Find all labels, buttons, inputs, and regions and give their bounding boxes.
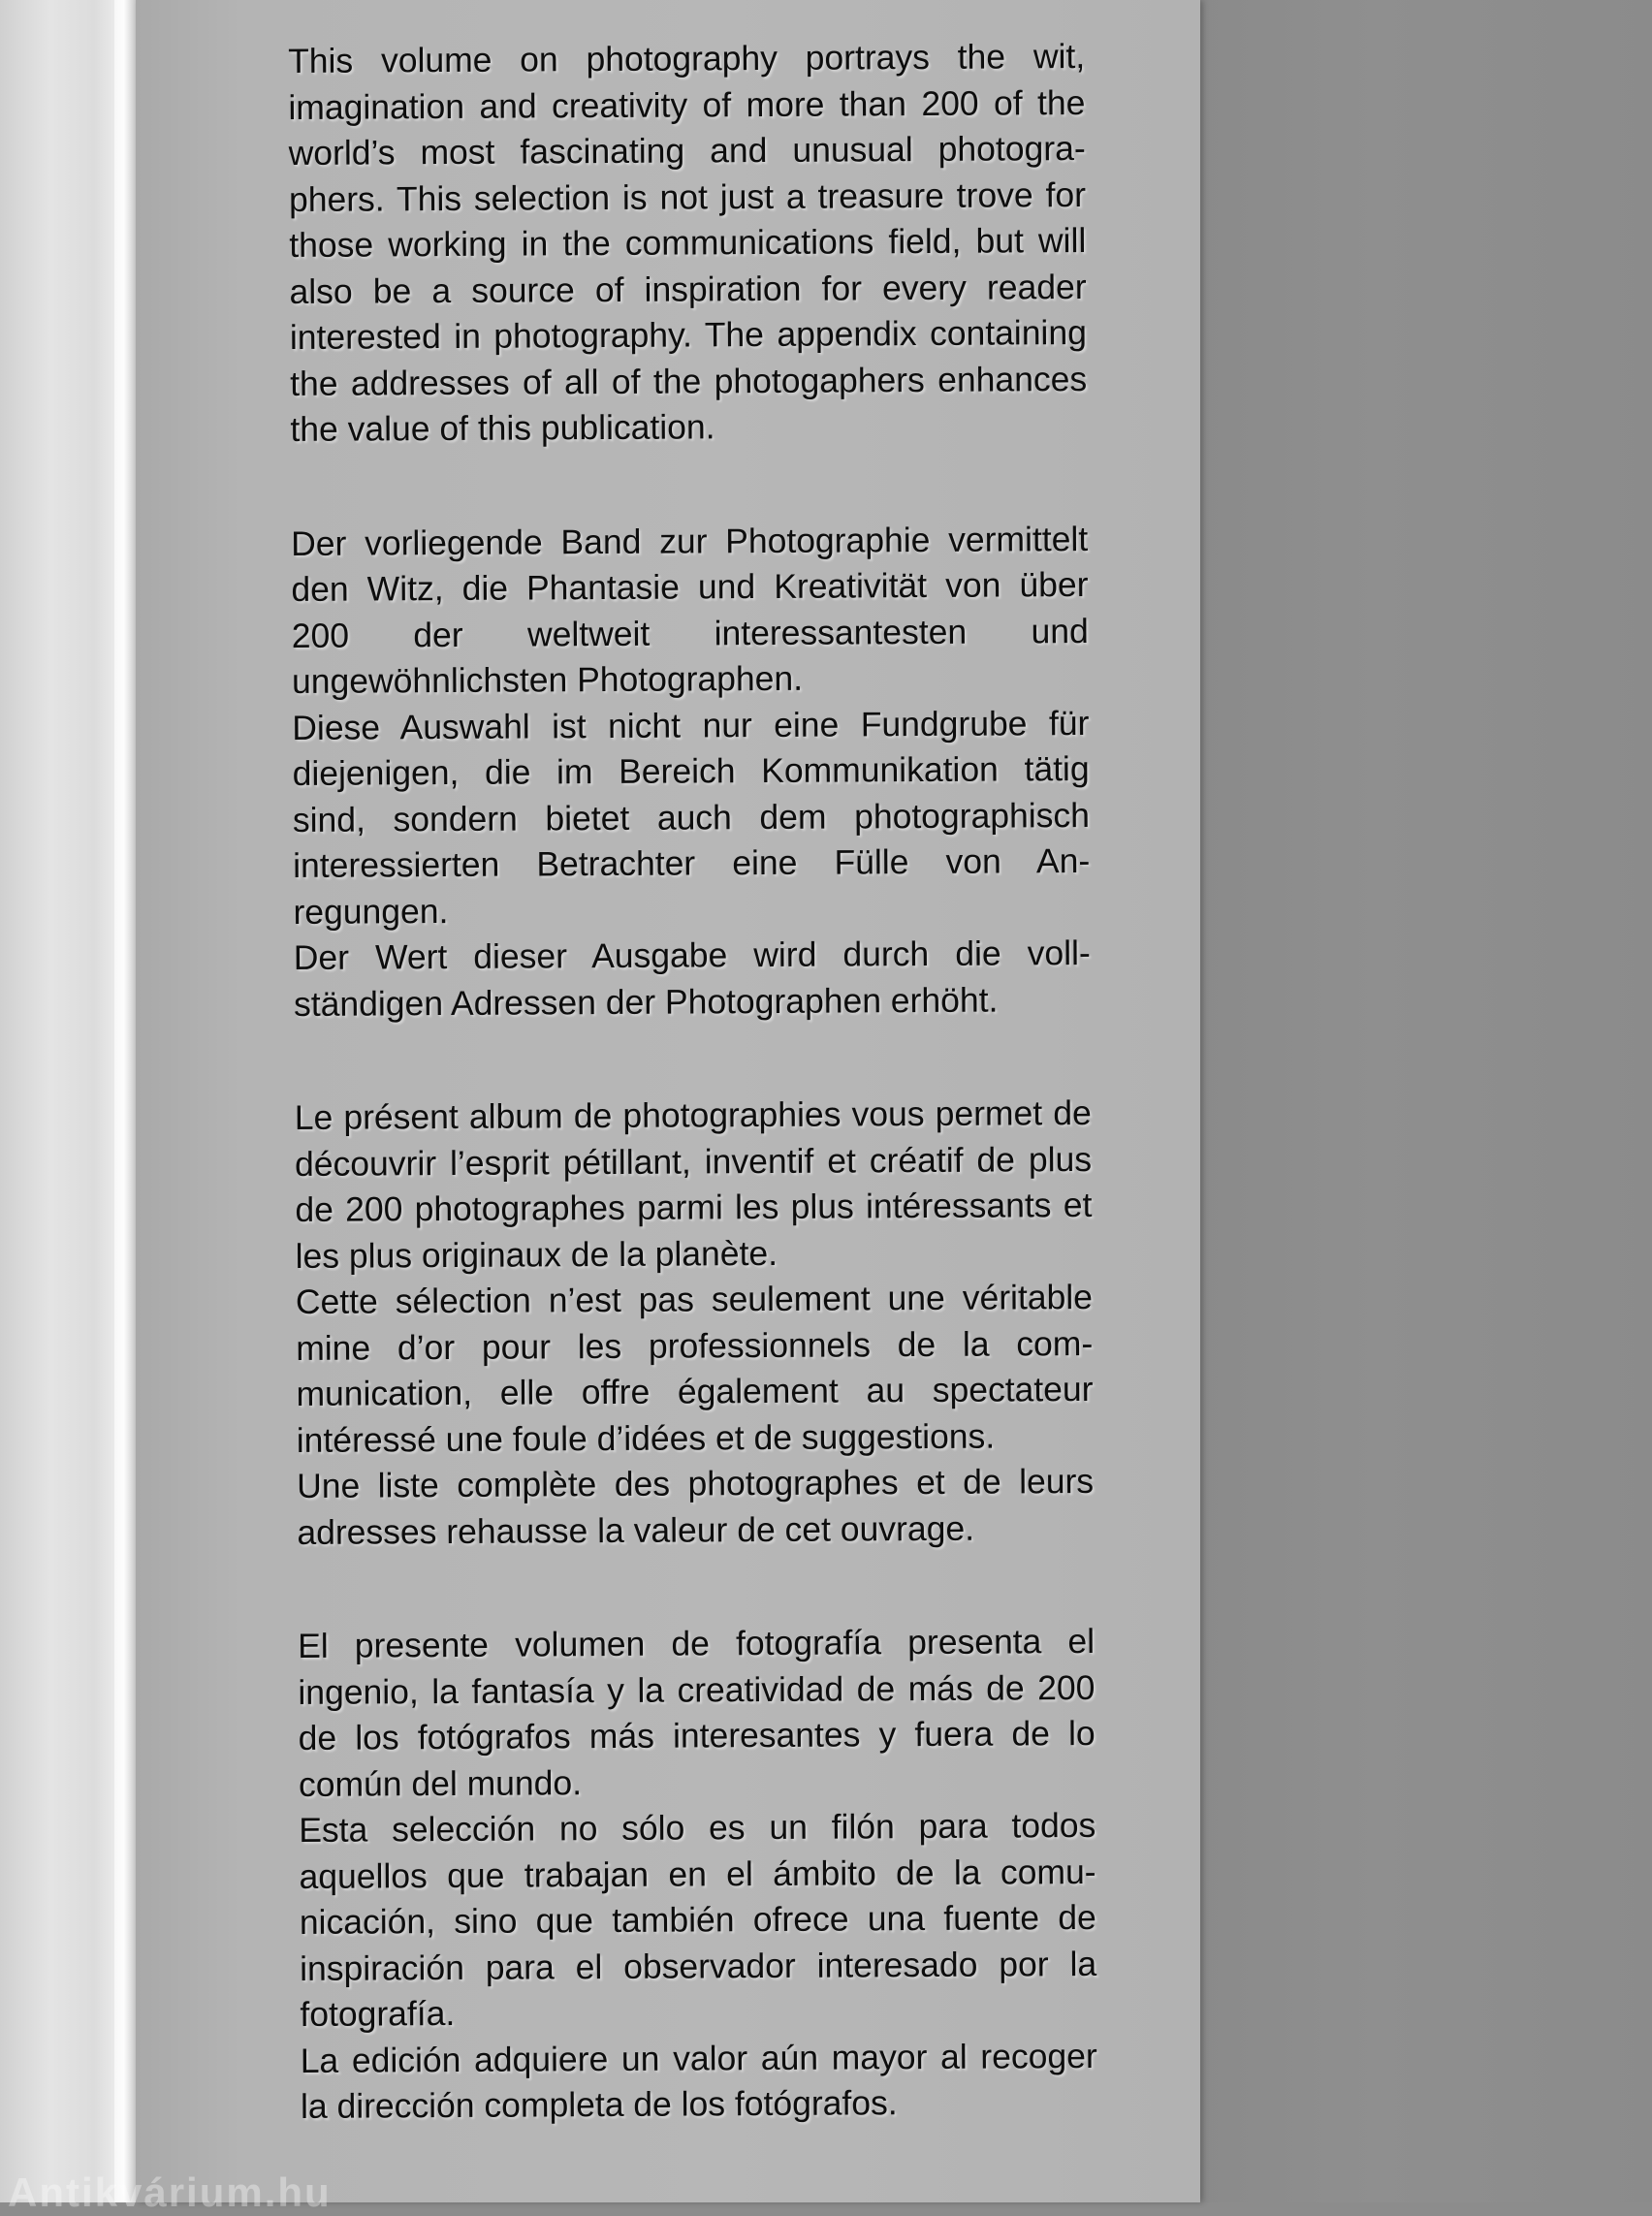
english-paragraph: This volume on photography portrays the wit, imagination and creativity of more than 200 of the world’s most fascinating and unusual photographers. This selection is not just a treasure trove for those working in the communications field, but will also be a source of inspiration for every reader interested in photography. The appendix containing the addresses of all of the photogaphers enhances the value of this publication. [288, 36, 1088, 449]
page-edge [0, 0, 126, 2202]
spanish-paragraph-1: El presente volumen de fotografía presenta el ingenio, la fantasía y la creatividad de más de 200 de los fotógrafos más interesantes y fuera de lo común del mundo. [298, 1621, 1096, 1804]
german-paragraph-3: Der Wert dieser Ausgabe wird durch die vollständigen Adressen der Photographen erhöht. [293, 933, 1091, 1024]
french-block [295, 1091, 1095, 1556]
flap-text [288, 34, 1098, 2198]
french-paragraph-1: Le présent album de photographies vous permet de découvrir l’esprit pétillant, inventif et créatif de plus de 200 photographes parmi les plus intéressants et les plus originaux de la planète. [294, 1092, 1093, 1276]
fold-highlight [114, 0, 136, 2202]
german-paragraph-2: Diese Auswahl ist nicht nur eine Fundgrube für diejenigen, die im Bereich Kommunikation tätig sind, sondern bietet auch dem photographisch interessierten Betrachter eine Fülle von Anregungen. [292, 703, 1091, 932]
english-block [288, 34, 1088, 454]
dark-backdrop [1192, 0, 1652, 2202]
spanish-paragraph-3: La edición adquiere un valor aún mayor al recoger la dirección completa de los fotógrafos. [300, 2036, 1097, 2126]
german-block [291, 516, 1091, 1028]
german-paragraph-1: Der vorliegende Band zur Photographie vermittelt den Witz, die Phantasie und Kreativität von über 200 der weltweit interessantesten und ungewöhnlichsten Photographen. [291, 519, 1089, 701]
french-paragraph-3: Une liste complète des photographes et de leurs adresses rehausse la valeur de cet ouvrage. [296, 1461, 1095, 1552]
spanish-paragraph-2: Esta selección no sólo es un filón para todos aquellos que trabajan en el ámbito de la comunicación, sino que también ofrece una fuente de inspiración para el observador interesado por la fotografía. [299, 1805, 1097, 2034]
french-paragraph-2: Cette sélection n’est pas seulement une véritable mine d’or pour les professionnels de la communication, elle offre également au spectateur intéressé une foule d’idées et de suggestions. [295, 1277, 1094, 1460]
spanish-block [298, 1619, 1097, 2131]
watermark: Antikvárium.hu [8, 2169, 332, 2215]
